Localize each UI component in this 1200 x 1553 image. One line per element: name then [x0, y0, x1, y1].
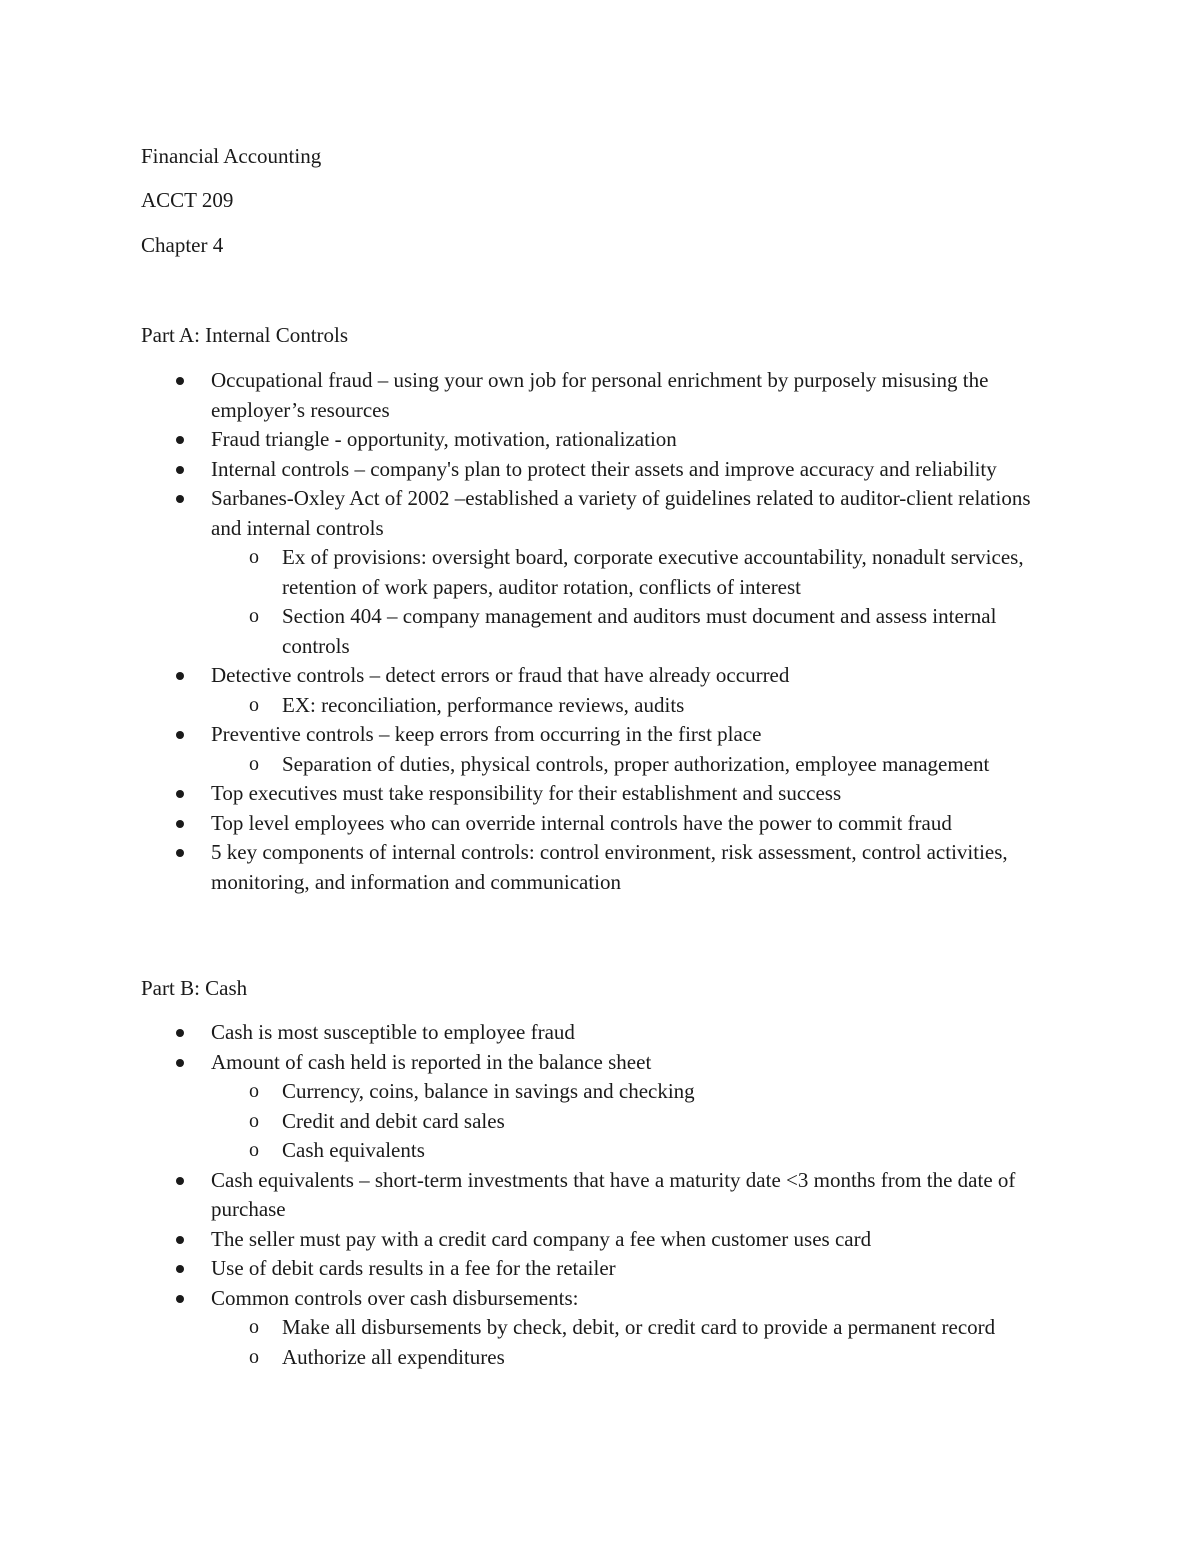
sub-list-item-text: Credit and debit card sales: [282, 1108, 505, 1133]
hollow-circle-bullet-icon: o: [249, 1316, 259, 1338]
sub-list-item-text: Authorize all expenditures: [282, 1344, 505, 1369]
list-item: [0, 1284, 1061, 1314]
list-item: [0, 1018, 1061, 1048]
chapter-title: Chapter 4: [141, 233, 224, 257]
part-b-heading: Part B: Cash: [141, 976, 248, 1000]
list-item-text: Common controls over cash disbursements:: [211, 1285, 579, 1310]
list-item: [0, 809, 1061, 839]
list-item-text: Occupational fraud – using your own job for personal enrichment by purposely misusing the employer’s resources: [211, 368, 989, 422]
list-item-text: Top level employees who can override internal controls have the power to commit fraud: [211, 810, 952, 835]
hollow-circle-bullet-icon: o: [249, 605, 259, 627]
part-b-list: [0, 1018, 1200, 1372]
list-item-text: Internal controls – company's plan to protect their assets and improve accuracy and reliability: [211, 456, 997, 481]
list-item-text: Preventive controls – keep errors from occurring in the first place: [211, 722, 762, 746]
list-item-text: Cash is most susceptible to employee fraud: [211, 1020, 575, 1044]
course-name: Financial Accounting: [141, 144, 322, 168]
filled-disc-bullet-icon: [176, 849, 184, 857]
filled-disc-bullet-icon: [176, 495, 184, 503]
sub-list-item: [0, 1313, 1052, 1343]
sub-list-item-text: Separation of duties, physical controls, proper authorization, employee management: [282, 751, 990, 776]
list-item: [0, 1048, 1061, 1078]
course-code: ACCT 209: [141, 188, 234, 212]
list-item-text: Detective controls – detect errors or fraud that have already occurred: [211, 663, 790, 687]
sub-list-item-text: Cash equivalents: [282, 1138, 425, 1162]
sub-list-item: [0, 1077, 1052, 1107]
filled-disc-bullet-icon: [176, 731, 184, 739]
sub-list-item-text: EX: reconciliation, performance reviews, audits: [282, 692, 685, 717]
list-item-text: Use of debit cards results in a fee for the retailer: [211, 1256, 616, 1280]
hollow-circle-bullet-icon: o: [249, 546, 259, 568]
filled-disc-bullet-icon: [176, 1236, 184, 1244]
list-item: [0, 720, 1061, 750]
sub-list-item: [0, 1343, 1052, 1373]
part-a-heading: Part A: Internal Controls: [141, 323, 349, 347]
hollow-circle-bullet-icon: o: [249, 1345, 259, 1368]
filled-disc-bullet-icon: [176, 1265, 184, 1273]
sub-list-item: [0, 1136, 1052, 1166]
list-item-text: Amount of cash held is reported in the balance sheet: [211, 1049, 652, 1074]
list-item-text: Fraud triangle - opportunity, motivation, rationalization: [211, 427, 677, 451]
list-item: [0, 838, 1061, 897]
hollow-circle-bullet-icon: o: [249, 1109, 259, 1132]
filled-disc-bullet-icon: [176, 1295, 184, 1303]
hollow-circle-bullet-icon: o: [249, 693, 259, 716]
hollow-circle-bullet-icon: o: [249, 752, 259, 775]
list-item: [0, 425, 1061, 455]
list-item-text: Top executives must take responsibility for their establishment and success: [211, 781, 842, 805]
sub-list-item-text: Section 404 – company management and auditors must document and assess internal controls: [282, 604, 997, 658]
list-item: [0, 484, 1061, 543]
filled-disc-bullet-icon: [176, 1059, 184, 1067]
list-item: [0, 779, 1061, 809]
filled-disc-bullet-icon: [176, 1177, 184, 1185]
sub-list-item: [0, 1107, 1052, 1137]
filled-disc-bullet-icon: [176, 672, 184, 680]
list-item: [0, 1225, 1061, 1255]
sub-list-item-text: Ex of provisions: oversight board, corporate executive accountability, nonadult services, retention of work papers, auditor rotation, conflicts of interest: [282, 545, 1024, 599]
part-a-list: [0, 366, 1200, 897]
list-item: [0, 1166, 1061, 1225]
filled-disc-bullet-icon: [176, 790, 184, 798]
hollow-circle-bullet-icon: o: [249, 1139, 259, 1161]
list-item: [0, 1254, 1061, 1284]
sub-list-item-text: Make all disbursements by check, debit, or credit card to provide a permanent record: [282, 1315, 996, 1339]
list-item-text: 5 key components of internal controls: control environment, risk assessment, control activities, monitoring, and information and communication: [211, 840, 1008, 894]
list-item-text: Sarbanes-Oxley Act of 2002 –established a variety of guidelines related to auditor-client relations and internal controls: [211, 486, 1031, 540]
sub-list-item: [0, 602, 1052, 661]
sub-list-item-text: Currency, coins, balance in savings and checking: [282, 1079, 695, 1103]
filled-disc-bullet-icon: [176, 820, 184, 828]
filled-disc-bullet-icon: [176, 436, 184, 444]
filled-disc-bullet-icon: [176, 466, 184, 474]
hollow-circle-bullet-icon: o: [249, 1080, 259, 1102]
sub-list-item: [0, 750, 1052, 780]
list-item: [0, 661, 1061, 691]
sub-list-item: [0, 543, 1052, 602]
list-item-text: The seller must pay with a credit card company a fee when customer uses card: [211, 1226, 872, 1251]
list-item: [0, 455, 1061, 485]
list-item: [0, 366, 1061, 425]
sub-list-item: [0, 691, 1052, 721]
filled-disc-bullet-icon: [176, 1029, 184, 1037]
list-item-text: Cash equivalents – short-term investments that have a maturity date <3 months from the date of purchase: [211, 1167, 1016, 1221]
filled-disc-bullet-icon: [176, 377, 184, 385]
